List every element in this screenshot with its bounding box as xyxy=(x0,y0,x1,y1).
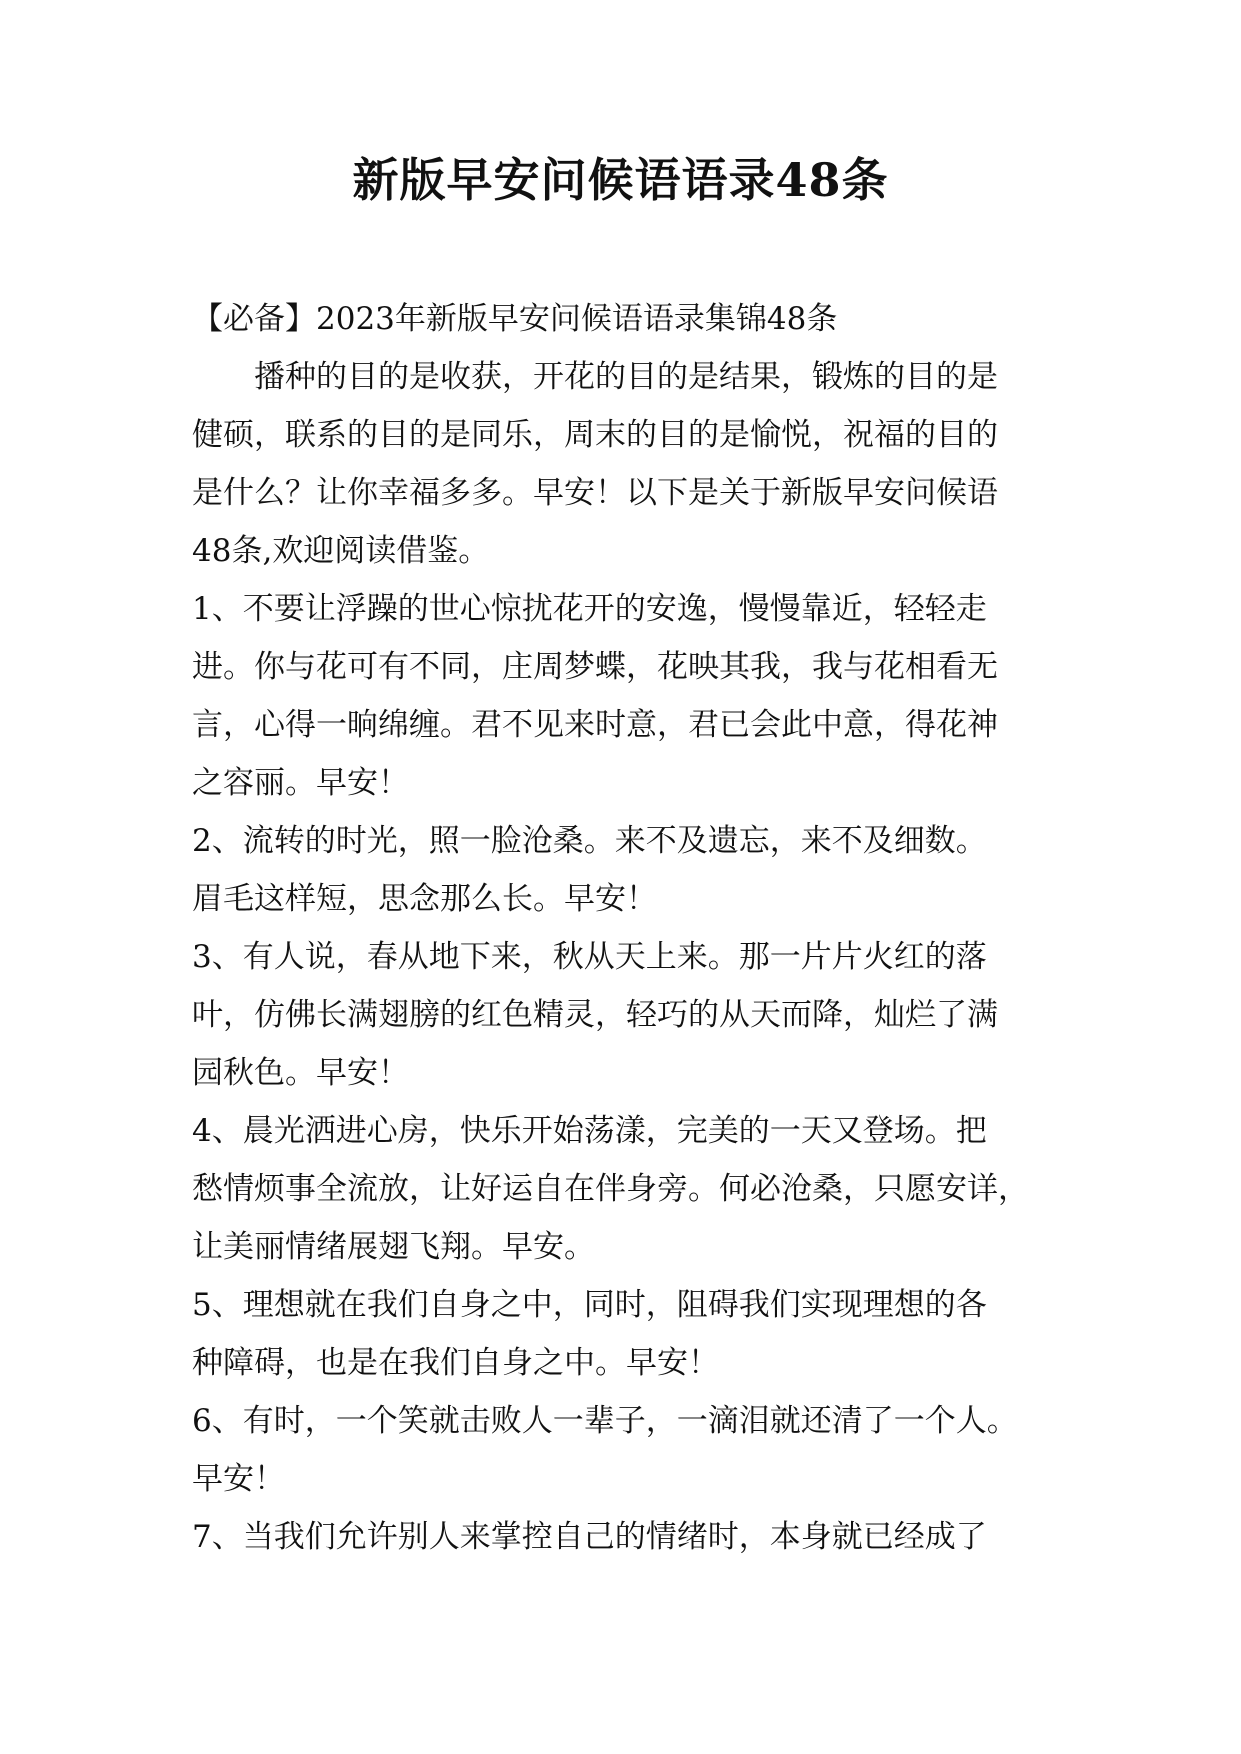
quote-line: 早安！ xyxy=(192,1461,285,1497)
quote-line: 种障碍，也是在我们自身之中。早安！ xyxy=(192,1345,719,1381)
quote-line: 之容丽。早安！ xyxy=(192,765,409,801)
intro-line: 健硕，联系的目的是同乐，周末的目的是愉悦，祝福的目的 xyxy=(192,417,998,453)
quote-line: 愁情烦事全流放，让好运自在伴身旁。何必沧桑，只愿安详， xyxy=(192,1171,1029,1207)
intro-line: 48条,欢迎阅读借鉴。 xyxy=(192,533,490,569)
quote-line: 叶，仿佛长满翅膀的红色精灵，轻巧的从天而降，灿烂了满 xyxy=(192,997,998,1033)
intro-line: 播种的目的是收获，开花的目的是结果，锻炼的目的是 xyxy=(254,359,998,395)
document-title: 新版早安问候语语录48条 xyxy=(352,153,889,207)
document-body xyxy=(192,290,1072,1566)
quote-line: 7、当我们允许别人来掌控自己的情绪时，本身就已经成了 xyxy=(192,1519,987,1555)
quote-line: 5、理想就在我们自身之中，同时，阻碍我们实现理想的各 xyxy=(192,1287,987,1323)
quote-line: 言，心得一晌绵缠。君不见来时意，君已会此中意，得花神 xyxy=(192,707,998,743)
quote-line: 进。你与花可有不同，庄周梦蝶，花映其我，我与花相看无 xyxy=(192,649,998,685)
quote-line: 2、流转的时光，照一脸沧桑。来不及遗忘，来不及细数。 xyxy=(192,823,987,859)
intro-line: 是什么？让你幸福多多。早安！以下是关于新版早安问候语 xyxy=(192,475,998,511)
subtitle-line: 【必备】2023年新版早安问候语语录集锦48条 xyxy=(192,301,838,337)
quote-line: 园秋色。早安！ xyxy=(192,1055,409,1091)
quote-line: 6、有时，一个笑就击败人一辈子，一滴泪就还清了一个人。 xyxy=(192,1403,1018,1439)
quote-line: 眉毛这样短，思念那么长。早安！ xyxy=(192,881,657,917)
quote-line: 让美丽情绪展翅飞翔。早安。 xyxy=(192,1229,595,1265)
quote-line: 1、不要让浮躁的世心惊扰花开的安逸，慢慢靠近，轻轻走 xyxy=(192,591,987,627)
quote-line: 3、有人说，春从地下来，秋从天上来。那一片片火红的落 xyxy=(192,939,987,975)
quote-line: 4、晨光洒进心房，快乐开始荡漾，完美的一天又登场。把 xyxy=(192,1113,987,1149)
